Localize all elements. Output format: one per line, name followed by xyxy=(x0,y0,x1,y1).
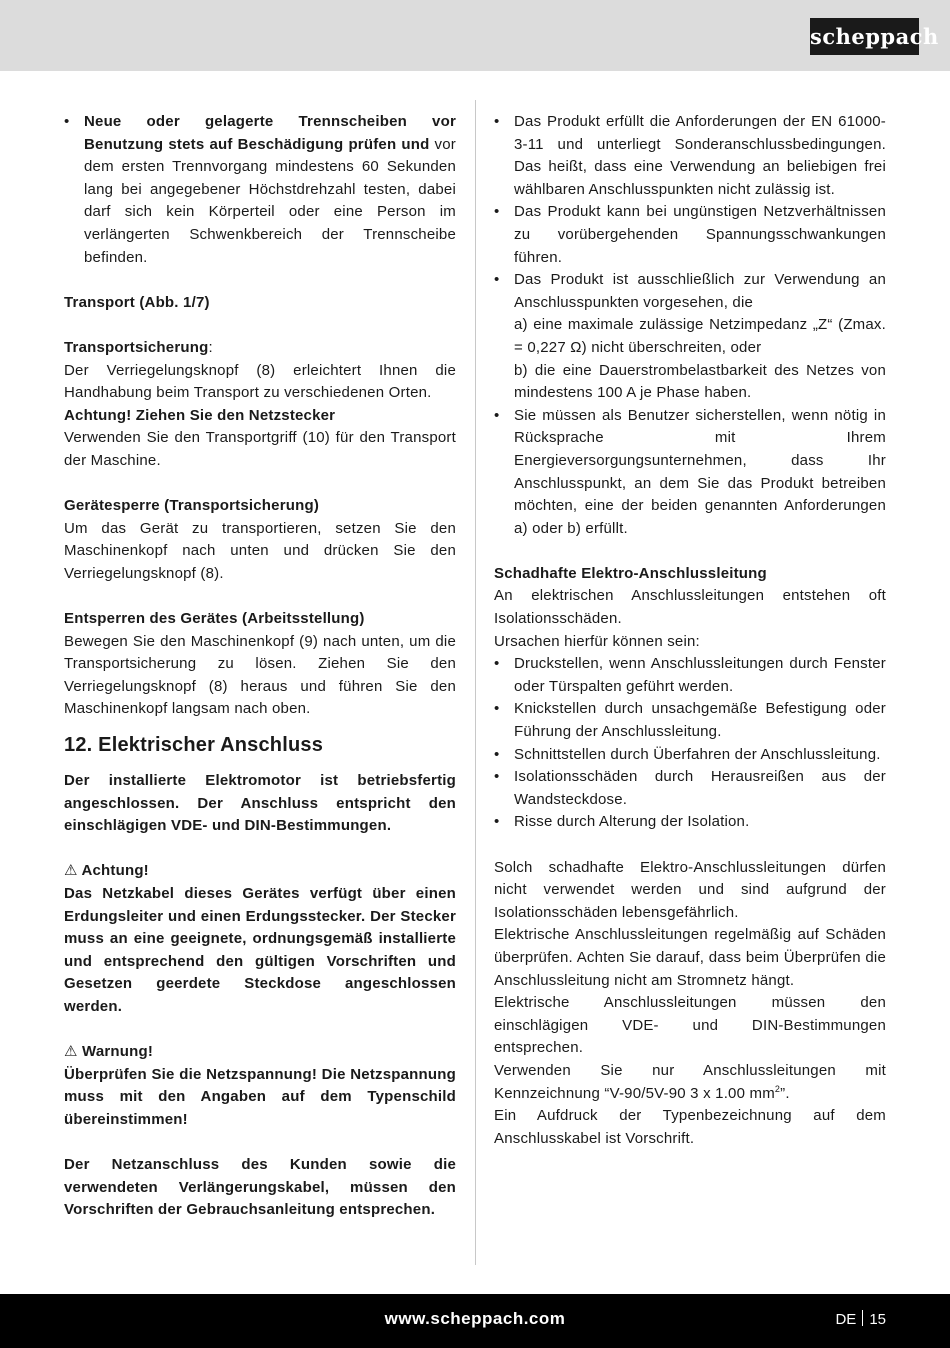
left-bullet-rest: vor dem ersten Trennvorgang mindestens 60 Sekunden lang bei angegebener Höchstdrehzahl testen, dabei darf sich kein Körperteil oder eine Person im verlängerten Schwenkbereich der Trennscheibe befinden. xyxy=(84,135,456,266)
warnung-label: Warnung! xyxy=(77,1043,154,1061)
list-item: • Schnittstellen durch Überfahren der Anschlussleitung. xyxy=(494,744,886,767)
transport-securing-text: Der Verriegelungsknopf (8) erleichtert Ihnen die Handhabung beim Transport zu verschiedenen Orten. xyxy=(64,361,456,402)
cable-intro: An elektrischen Anschlussleitungen entstehen oft Isolationsschäden. xyxy=(494,587,886,628)
device-lock-heading: Gerätesperre (Transportsicherung) xyxy=(64,497,320,515)
causes-label: Ursachen hierfür können sein: xyxy=(494,632,700,650)
warning-triangle-icon: ⚠ xyxy=(64,1043,78,1061)
unlock-text: Bewegen Sie den Maschinenkopf (9) nach unten, um die Transportsicherung zu lösen. Ziehen Sie den Verriegelungsknopf (8) heraus und führen Sie den Maschinenkopf langsam nach oben. xyxy=(64,632,456,718)
closing-paragraph-5: Ein Aufdruck der Typenbezeichnung auf dem Anschlusskabel ist Vorschrift. xyxy=(494,1107,886,1147)
list-item: • Das Produkt kann bei ungünstigen Netzverhältnissen zu vorübergehenden Spannungsschwankungen führen. xyxy=(494,201,886,269)
closing-paragraph-2: Elektrische Anschlussleitungen regelmäßig auf Schäden überprüfen. Achten Sie darauf, dass beim Überprüfen die Anschlussleitung nicht am Stromnetz hängt. xyxy=(494,926,886,989)
warnung-text: Überprüfen Sie die Netzspannung! Die Netzspannung muss mit den Angaben auf dem Typenschild übereinstimmen! xyxy=(64,1065,456,1128)
colon: : xyxy=(208,338,213,356)
bullet3-a: a) eine maximale zulässige Netzimpedanz „Z“ (Zmax. = 0,227 Ω) nicht überschreiten, oder xyxy=(514,316,886,356)
footer xyxy=(0,1294,950,1348)
section-title: 12. Elektrischer Anschluss xyxy=(64,734,324,757)
page-indicator xyxy=(835,1310,886,1328)
list-item: • Isolationsschäden durch Herausreißen aus der Wandsteckdose. xyxy=(494,766,886,811)
closing-paragraph-3: Elektrische Anschlussleitungen müssen den einschlägigen VDE- und DIN-Bestimmungen entsprechen. xyxy=(494,994,886,1057)
brand-logo: scheppach xyxy=(810,18,919,55)
transport-securing-heading: Transportsicherung xyxy=(64,338,209,356)
transport-handle-text: Verwenden Sie den Transportgriff (10) für den Transport der Maschine. xyxy=(64,429,456,469)
transport-warning: Achtung! Ziehen Sie den Netzstecker xyxy=(64,406,336,424)
language-code: DE xyxy=(835,1311,857,1328)
warnung-heading xyxy=(64,1041,456,1064)
right-column xyxy=(494,111,886,1150)
header-band xyxy=(0,0,950,71)
list-item xyxy=(494,269,886,405)
list-item: • Das Produkt erfüllt die Anforderungen der EN 61000-3-11 und unterliegt Sonderanschlussbedingungen. Das heißt, dass eine Verwendung an beliebigen frei wählbaren Anschlusspunkten nicht zulässig ist. xyxy=(494,111,886,201)
footer-url-link[interactable]: www.scheppach.com xyxy=(384,1309,566,1328)
cable-heading: Schadhafte Elektro-Anschlussleitung xyxy=(494,564,767,582)
closing-paragraph-1: Solch schadhafte Elektro-Anschlussleitungen dürfen nicht verwendet werden und sind aufgrund der Isolationsschäden lebensgefährlich. xyxy=(494,858,886,921)
list-item: • Sie müssen als Benutzer sicherstellen, wenn nötig in Rücksprache mit Ihrem Energieversorgungsunternehmen, dass Ihr Anschlusspunkt, an dem Sie das Produkt betreiben möchten, eine der beiden genannten Anforderungen a) oder b) erfüllt. xyxy=(494,405,886,541)
mains-connection-text: Der Netzanschluss des Kunden sowie die verwendeten Verlängerungskabel, müssen den Vorschriften der Gebrauchsanleitung entsprechen. xyxy=(64,1156,456,1219)
unlock-heading: Entsperren des Gerätes (Arbeitsstellung) xyxy=(64,610,365,628)
bullet3-b: b) die eine Dauerstrombelastbarkeit des Netzes von mindestens 100 A je Phase haben. xyxy=(514,361,886,402)
achtung-text: Das Netzkabel dieses Gerätes verfügt über einen Erdungsleiter und einen Erdungsstecker. Der Stecker muss an eine geeignete, ordnungsgemäß installierte und entsprechend den gültigen Vorschriften und Gesetzen geerdete Steckdose angeschlossen werden. xyxy=(64,885,456,1015)
bullet3-intro: • Das Produkt ist ausschließlich zur Verwendung an Anschlusspunkten vorgesehen, die xyxy=(514,271,886,311)
list-item: • Knickstellen durch unsachgemäße Befestigung oder Führung der Anschlussleitung. xyxy=(494,698,886,743)
cable-spec-text: Verwenden Sie nur Anschlussleitungen mit Kennzeichnung “V-90/5V-90 3 x 1.00 mm xyxy=(494,1061,886,1102)
transport-heading: Transport (Abb. 1/7) xyxy=(64,293,210,311)
superscript: 2 xyxy=(774,1083,781,1094)
installed-motor-text: Der installierte Elektromotor ist betriebsfertig angeschlossen. Der Anschluss entspricht den einschlägigen VDE- und DIN-Bestimmungen. xyxy=(64,772,456,835)
list-item: • Druckstellen, wenn Anschlussleitungen durch Fenster oder Türspalten geführt werden. xyxy=(494,653,886,698)
device-lock-text: Um das Gerät zu transportieren, setzen Sie den Maschinenkopf nach unten und drücken Sie den Verriegelungsknopf (8). xyxy=(64,519,456,582)
left-column xyxy=(64,111,456,1222)
achtung-heading xyxy=(64,860,456,883)
page-number: 15 xyxy=(869,1311,886,1328)
left-bullet-bold: Neue oder gelagerte Trennscheiben vor Benutzung stets auf Beschädigung prüfen und xyxy=(84,113,456,153)
list-item: • Risse durch Alterung der Isolation. xyxy=(494,811,886,834)
warning-triangle-icon: ⚠ xyxy=(64,862,78,880)
achtung-label: Achtung! xyxy=(77,862,149,880)
transport-securing-heading-line xyxy=(64,337,456,360)
column-divider xyxy=(475,100,476,1265)
closing-paragraph-4 xyxy=(494,1060,886,1105)
cable-spec-end: ”. xyxy=(780,1084,790,1102)
left-bullet xyxy=(64,111,456,269)
